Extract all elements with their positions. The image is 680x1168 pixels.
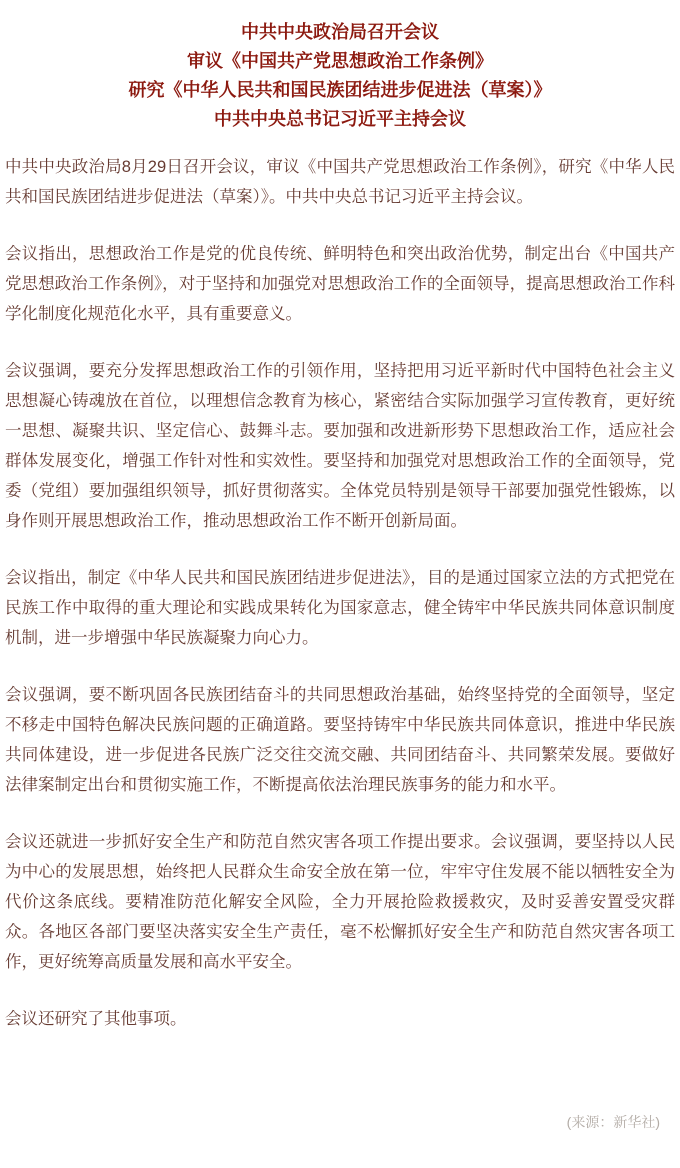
article-source: (来源：新华社)	[566, 1114, 660, 1130]
article-title	[5, 18, 675, 134]
article-paragraph-5: 会议强调，要不断巩固各民族团结奋斗的共同思想政治基础，始终坚持党的全面领导，坚定不移走中国特色解决民族问题的正确道路。要坚持铸牢中华民族共同体意识，推进中华民族共同体建设，进一步促进各民族广泛交往交流交融、共同团结奋斗、共同繁荣发展。要做好法律案制定出台和贯彻实施工作，不断提高依法治理民族事务的能力和水平。	[5, 686, 675, 794]
article-paragraph-4: 会议指出，制定《中华人民共和国民族团结进步促进法》，目的是通过国家立法的方式把党在民族工作中取得的重大理论和实践成果转化为国家意志，健全铸牢中华民族共同体意识制度机制，进一步增强中华民族凝聚力向心力。	[5, 569, 675, 647]
article-body	[5, 152, 675, 1034]
article-paragraph-6: 会议还就进一步抓好安全生产和防范自然灾害各项工作提出要求。会议强调，要坚持以人民为中心的发展思想，始终把人民群众生命安全放在第一位，牢牢守住发展不能以牺牲安全为代价这条底线。要精准防范化解安全风险，全力开展抢险救援救灾，及时妥善安置受灾群众。各地区各部门要坚决落实安全生产责任，毫不松懈抓好安全生产和防范自然灾害各项工作，更好统筹高质量发展和高水平安全。	[5, 833, 675, 971]
article-paragraph-1: 中共中央政治局8月29日召开会议，审议《中国共产党思想政治工作条例》，研究《中华人民共和国民族团结进步促进法（草案）》。中共中央总书记习近平主持会议。	[5, 158, 675, 206]
article-title-line-4: 中共中央总书记习近平主持会议	[214, 109, 466, 129]
article-paragraph-3: 会议强调，要充分发挥思想政治工作的引领作用，坚持把用习近平新时代中国特色社会主义思想凝心铸魂放在首位，以理想信念教育为核心，紧密结合实际加强学习宣传教育，更好统一思想、凝聚共识、坚定信心、鼓舞斗志。要加强和改进新形势下思想政治工作，适应社会群体发展变化，增强工作针对性和实效性。要坚持和加强党对思想政治工作的全面领导，党委（党组）要加强组织领导，抓好贯彻落实。全体党员特别是领导干部要加强党性锻炼，以身作则开展思想政治工作，推动思想政治工作不断开创新局面。	[5, 362, 675, 530]
article-paragraph-7: 会议还研究了其他事项。	[5, 1010, 187, 1028]
article-paragraph-2: 会议指出，思想政治工作是党的优良传统、鲜明特色和突出政治优势，制定出台《中国共产党思想政治工作条例》，对于坚持和加强党对思想政治工作的全面领导，提高思想政治工作科学化制度化规范化水平，具有重要意义。	[5, 245, 675, 323]
article-title-line-2: 审议《中国共产党思想政治工作条例》	[187, 51, 493, 71]
article-title-line-1: 中共中央政治局召开会议	[241, 22, 439, 42]
article-title-line-3: 研究《中华人民共和国民族团结进步促进法（草案）》	[128, 80, 552, 100]
